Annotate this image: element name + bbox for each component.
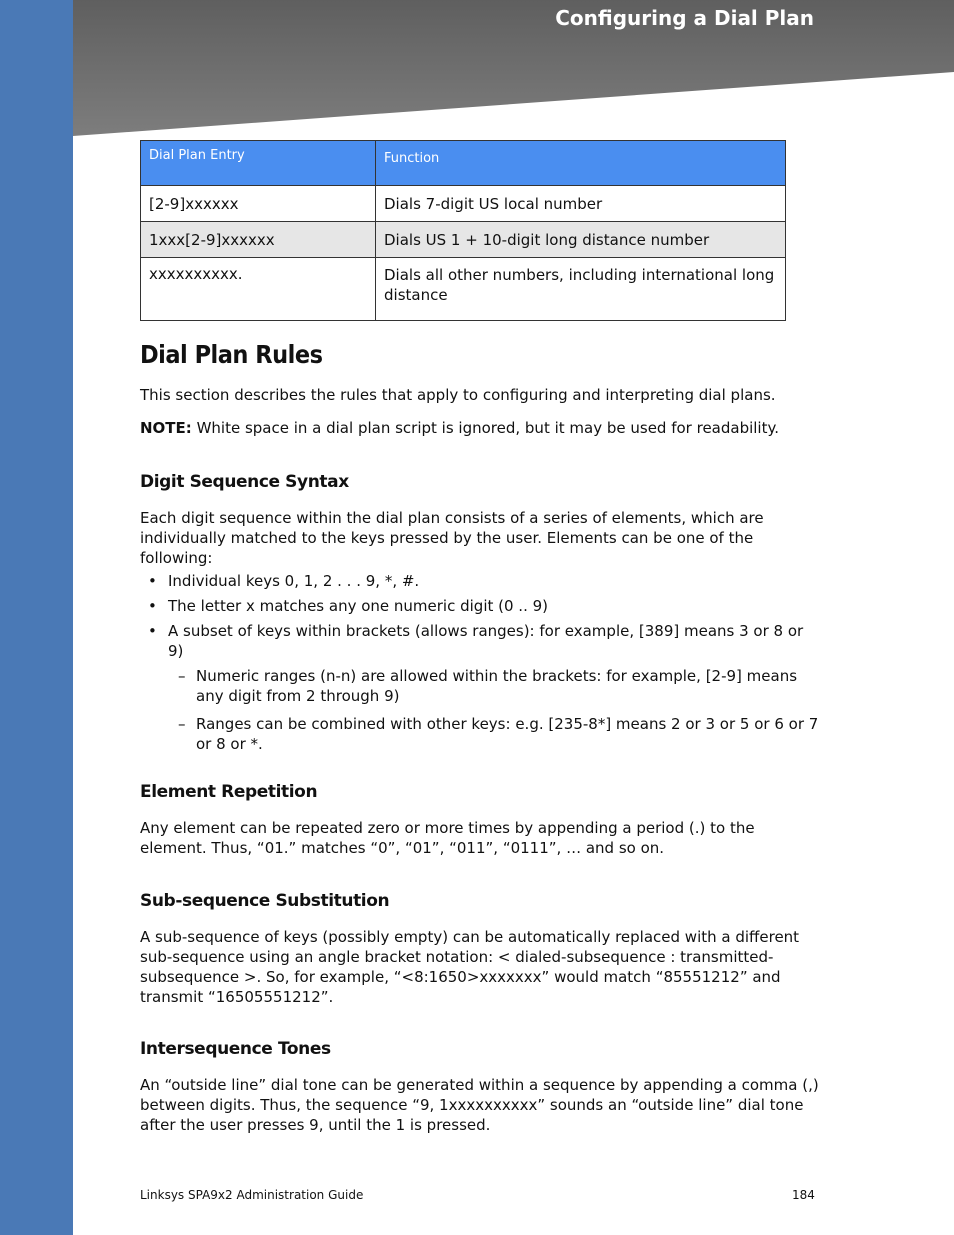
digit-syntax-body: Each digit sequence within the dial plan consists of a series of elements, which are individually matched to the keys pressed by the user. Elements can be one of the following: — [140, 509, 764, 567]
note-paragraph — [140, 418, 820, 438]
table-header-row — [141, 141, 786, 186]
dash-icon: – — [178, 667, 186, 685]
list-item-text: The letter x matches any one numeric digit (0 .. 9) — [168, 597, 549, 615]
table-row — [141, 186, 786, 222]
left-sidebar-band — [0, 0, 73, 1235]
section-intro: This section describes the rules that apply to configuring and interpreting dial plans. — [140, 386, 776, 404]
table-cell-entry: xxxxxxxxxx. — [141, 258, 376, 321]
header-band — [73, 0, 954, 140]
sub-list-item-text: Numeric ranges (n-n) are allowed within the brackets: for example, [2-9] means any digit from 2 through 9) — [196, 667, 798, 705]
element-repetition-body: Any element can be repeated zero or more times by appending a period (.) to the element. Thus, “01.” matches “0”, “01”, “011”, “0111”, … and so on. — [140, 819, 755, 857]
sub-list-item — [168, 666, 820, 706]
dash-icon: – — [178, 715, 186, 733]
column-header-function: Function — [376, 141, 786, 186]
column-header-entry: Dial Plan Entry — [141, 141, 376, 186]
list-item-text: A subset of keys within brackets (allows ranges): for example, [389] means 3 or 8 or 9) — [168, 622, 804, 660]
bullet-icon: • — [148, 622, 157, 640]
page-header-title: Configuring a Dial Plan — [555, 6, 814, 30]
list-item — [140, 596, 820, 616]
subsection-title-digit-syntax: Digit Sequence Syntax — [140, 472, 349, 492]
sub-list-item — [168, 714, 820, 754]
note-text: White space in a dial plan script is ignored, but it may be used for readability. — [191, 419, 779, 437]
intersequence-body: An “outside line” dial tone can be generated within a sequence by appending a comma (,) between digits. Thus, the sequence “9, 1xxxxxxxxxx” sounds an “outside line” dial tone after the user presses 9, until the 1 is pressed. — [140, 1076, 819, 1134]
list-item-text: Individual keys 0, 1, 2 . . . 9, *, #. — [168, 572, 420, 590]
footer-guide-title: Linksys SPA9x2 Administration Guide — [140, 1188, 364, 1202]
table-cell-function: Dials US 1 + 10-digit long distance number — [376, 222, 786, 258]
digit-syntax-subbullets — [168, 666, 820, 754]
subsection-title-element-repetition: Element Repetition — [140, 782, 318, 802]
section-title: Dial Plan Rules — [140, 340, 323, 369]
bullet-icon: • — [148, 597, 157, 615]
table-cell-entry: 1xxx[2-9]xxxxxx — [141, 222, 376, 258]
subsection-title-subsequence: Sub-sequence Substitution — [140, 891, 390, 911]
list-item — [140, 621, 820, 754]
note-label: NOTE: — [140, 419, 192, 437]
subsequence-body: A sub-sequence of keys (possibly empty) can be automatically replaced with a different sub-sequence using an angle bracket notation: < dialed-subsequence : transmitted-subsequence >. So, for example, “<8:1650>xxxxxxx” would match “85551212” and transmit “16505551212”. — [140, 928, 800, 1006]
sub-list-item-text: Ranges can be combined with other keys: e.g. [235-8*] means 2 or 3 or 5 or 6 or 7 or 8 or *. — [196, 715, 819, 753]
bullet-icon: • — [148, 572, 157, 590]
table-cell-entry: [2-9]xxxxxx — [141, 186, 376, 222]
main-content — [140, 340, 820, 1148]
dial-plan-table — [140, 140, 786, 321]
table-row — [141, 258, 786, 321]
footer-page-number: 184 — [792, 1188, 815, 1202]
digit-syntax-bullets — [140, 571, 820, 754]
table-cell-function: Dials 7-digit US local number — [376, 186, 786, 222]
table-cell-function: Dials all other numbers, including international long distance — [376, 258, 786, 321]
list-item — [140, 571, 820, 591]
header-band-shape — [73, 0, 954, 140]
subsection-title-intersequence: Intersequence Tones — [140, 1039, 331, 1059]
table-row — [141, 222, 786, 258]
